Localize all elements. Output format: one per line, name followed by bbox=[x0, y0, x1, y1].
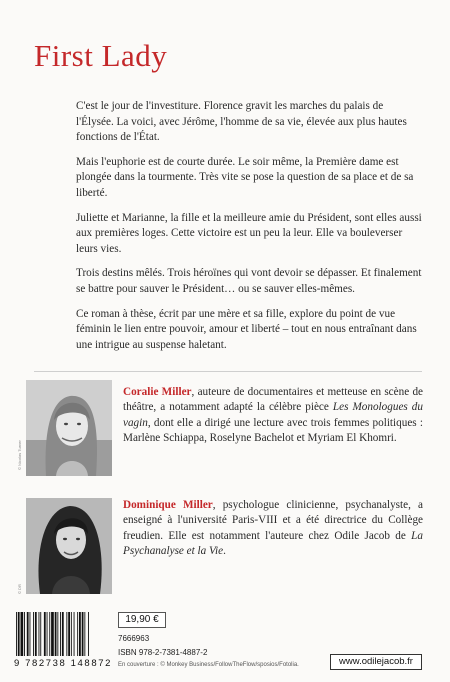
barcode-bar bbox=[47, 612, 48, 656]
product-code: 7666963 bbox=[118, 634, 150, 643]
barcode-bar bbox=[30, 612, 31, 656]
author-bio-coralie bbox=[123, 385, 423, 447]
barcode-bar bbox=[35, 612, 37, 656]
book-reference: Les Monologues du vagin bbox=[123, 401, 423, 429]
isbn-number: ISBN 978-2-7381-4887-2 bbox=[118, 648, 208, 657]
blurb-paragraph: Juliette et Marianne, la fille et la meilleure amie du Président, sont elles aussi aux premières loges. Cette victoire est un peu la leur. Elle va bouleverser leurs vies. bbox=[76, 211, 422, 255]
publisher-website: www.odilejacob.fr bbox=[330, 654, 422, 670]
blurb-paragraph: Mais l'euphorie est de courte durée. Le soir même, la Première dame est plongée dans la tourmente. Très vite se pose la question de sa place et de sa liberté. bbox=[76, 155, 414, 199]
author-photo-coralie bbox=[26, 380, 112, 476]
bio-text: , auteure de documentaires et metteuse en scène de théâtre, a notamment adapté la célèbre pièce bbox=[123, 386, 424, 414]
barcode-bar bbox=[33, 612, 34, 656]
barcode-bar bbox=[49, 612, 50, 656]
barcode-bar bbox=[60, 612, 61, 656]
barcode-bar bbox=[77, 612, 78, 656]
barcode-bar bbox=[62, 612, 64, 656]
barcode-bar bbox=[88, 612, 89, 656]
blurb-paragraph: Ce roman à thèse, écrit par une mère et sa fille, explore du point de vue féminin le lien entre pouvoir, amour et liberté – tout en nous entraînant dans une intrigue au suspense haletant. bbox=[76, 307, 417, 351]
barcode-bar bbox=[71, 612, 72, 656]
portrait-image bbox=[26, 498, 112, 594]
bio-text: , dont elle a dirigé une lecture avec trois femmes politiques : Marlène Schiappa, Roselyne Bachelot et Myriam El Khomri. bbox=[123, 416, 423, 445]
photo-credit: © DR bbox=[17, 584, 22, 594]
barcode-bar bbox=[84, 612, 85, 656]
blurb-paragraph: Trois destins mêlés. Trois héroïnes qui vont devoir se dépasser. Et finalement se battre pour sauver le Président… ou se sauver elles-mêmes. bbox=[76, 267, 422, 295]
barcode-bar bbox=[27, 612, 29, 656]
barcode-bar bbox=[66, 612, 67, 656]
author-name: Dominique Miller bbox=[123, 499, 213, 511]
barcode-bar bbox=[74, 612, 75, 656]
author-photo-dominique bbox=[26, 498, 112, 594]
divider bbox=[34, 371, 422, 372]
barcode-bar bbox=[18, 612, 20, 656]
blurb-text bbox=[76, 99, 422, 362]
barcode-bar bbox=[51, 612, 54, 656]
barcode-bar bbox=[82, 612, 84, 656]
barcode-bar bbox=[55, 612, 57, 656]
bio-text: , psychologue clinicienne, psychanalyste, a enseigné à l'université Paris-VIII et a été directrice du Collège freudien. Elle est notamment l'auteure chez Odile Jacob de bbox=[123, 499, 423, 542]
book-title: First Lady bbox=[34, 38, 168, 73]
barcode-bar bbox=[79, 612, 81, 656]
barcode-bar bbox=[40, 612, 41, 656]
author-name: Coralie Miller bbox=[123, 386, 192, 398]
author-bio-dominique bbox=[123, 498, 423, 560]
bio-text: . bbox=[223, 545, 226, 558]
ean-number: 9 782738 148872 bbox=[14, 658, 112, 669]
blurb-paragraph: C'est le jour de l'investiture. Florence gravit les marches du palais de l'Élysée. La voici, avec Jérôme, l'homme de sa vie, élevée aux plus hautes fonctions de l'État. bbox=[76, 100, 407, 144]
barcode-bar bbox=[24, 612, 25, 656]
book-reference: La Psychanalyse et la Vie bbox=[123, 529, 423, 558]
portrait-image bbox=[26, 380, 112, 476]
cover-credit: En couverture : © Monkey Business/FollowTheFlow/sposios/Fotolia. bbox=[118, 662, 299, 668]
price-tag: 19,90 € bbox=[118, 612, 166, 628]
barcode-bar bbox=[68, 612, 70, 656]
barcode-bar bbox=[16, 612, 17, 656]
barcode-bar bbox=[39, 612, 40, 656]
barcode-bar bbox=[21, 612, 24, 656]
barcode-bars bbox=[12, 612, 116, 658]
barcode-bar bbox=[44, 612, 46, 656]
photo-credit: © Nicolas Turner bbox=[17, 440, 22, 470]
barcode-bar bbox=[57, 612, 58, 656]
